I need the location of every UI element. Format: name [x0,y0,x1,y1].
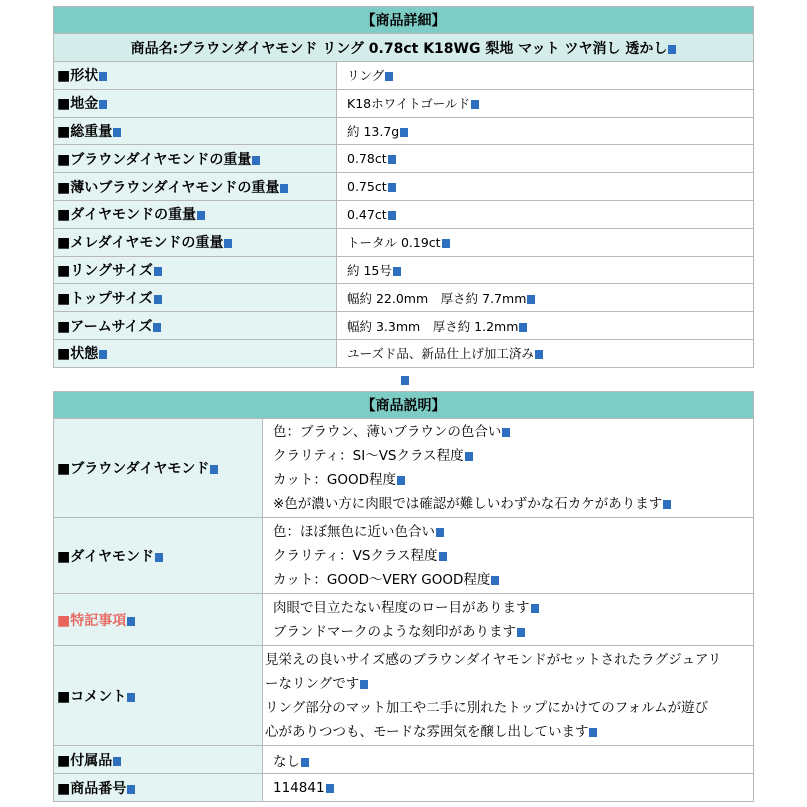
value-brown-diamond-weight: 0.78ct [337,145,754,173]
label-condition: ■状態 [54,339,337,367]
label-accessories: ■付属品 [54,746,263,774]
label-ring-size: ■リングサイズ [54,256,337,284]
return-icon [531,604,539,613]
product-description-table [53,391,754,802]
return-icon [535,350,543,359]
return-icon [668,45,676,54]
return-icon [154,295,162,304]
return-icon [465,452,473,461]
return-icon [400,128,408,137]
return-icon [471,100,479,109]
return-icon [397,476,405,485]
label-top-size: ■トップサイズ [54,284,337,312]
return-icon [127,785,135,794]
product-details-table [53,6,754,368]
return-icon [113,757,121,766]
return-icon [388,155,396,164]
return-icon [127,617,135,626]
value-shape: リング [337,62,754,90]
value-ring-size: 約 15号 [337,256,754,284]
label-brown-diamond-weight: ■ブラウンダイヤモンドの重量 [54,145,337,173]
return-icon [252,156,260,165]
value-arm-size: 幅約 3.3mm 厚さ約 1.2mm [337,312,754,340]
return-icon [113,128,121,137]
label-comment: ■コメント [54,646,263,746]
value-melee-weight: トータル 0.19ct [337,228,754,256]
label-shape: ■形状 [54,62,337,90]
label-special-notes: ■特記事項 [54,594,263,646]
return-icon [155,553,163,562]
value-top-size: 幅約 22.0mm 厚さ約 7.7mm [337,284,754,312]
return-icon [224,239,232,248]
label-brown-diamond: ■ブラウンダイヤモンド [54,419,263,518]
return-icon [527,295,535,304]
return-icon [210,465,218,474]
product-name: 商品名:ブラウンダイヤモンド リング 0.78ct K18WG 梨地 マット ツヤ消し 透かし [54,34,754,62]
return-icon [197,211,205,220]
details-header: 【商品詳細】 [54,7,754,34]
label-product-number: ■商品番号 [54,774,263,802]
return-icon [153,323,161,332]
return-icon [663,500,671,509]
return-icon [436,528,444,537]
label-diamond-weight: ■ダイヤモンドの重量 [54,200,337,228]
return-icon [439,552,447,561]
label-metal: ■地金 [54,89,337,117]
value-product-number: 114841 [263,774,754,802]
label-melee-weight: ■メレダイヤモンドの重量 [54,228,337,256]
label-total-weight: ■総重量 [54,117,337,145]
return-icon [154,267,162,276]
return-icon [127,693,135,702]
value-comment: 見栄えの良いサイズ感のブラウンダイヤモンドがセットされたラグジュアリ ーなリングです リング部分のマット加工や二手に別れたトップにかけてのフォルムが遊び 心がありつつも、モードな雰囲気を醸し出しています [263,646,754,746]
value-total-weight: 約 13.7g [337,117,754,145]
return-icon [388,211,396,220]
return-icon [519,323,527,332]
return-icon [589,728,597,737]
return-icon [491,576,499,585]
return-icon [502,428,510,437]
return-icon [393,267,401,276]
return-icon [517,628,525,637]
return-icon [301,758,309,767]
label-diamond: ■ダイヤモンド [54,518,263,594]
return-icon [442,239,450,248]
value-light-brown-weight: 0.75ct [337,173,754,201]
value-accessories: なし [263,746,754,774]
return-icon [326,784,334,793]
description-header: 【商品説明】 [54,392,754,419]
value-condition: ユーズド品、新品仕上げ加工済み [337,339,754,367]
label-light-brown-weight: ■薄いブラウンダイヤモンドの重量 [54,173,337,201]
return-icon [385,72,393,81]
value-metal: K18ホワイトゴールド [337,89,754,117]
return-icon [388,183,396,192]
value-brown-diamond: 色：ブラウン、薄いブラウンの色合い クラリティ：SI～VSクラス程度 カット：GOOD程度 ※色が濃い方に肉眼では確認が難しいわずかな石カケがあります [263,419,754,518]
return-icon [99,72,107,81]
return-icon [401,376,409,385]
return-icon [280,184,288,193]
return-icon [360,680,368,689]
value-special-notes: 肉眼で目立たない程度のロー目があります ブランドマークのような刻印があります [263,594,754,646]
return-icon [99,100,107,109]
value-diamond-weight: 0.47ct [337,200,754,228]
return-icon [99,350,107,359]
value-diamond: 色：ほぼ無色に近い色合い クラリティ：VSクラス程度 カット：GOOD～VERY GOOD程度 [263,518,754,594]
label-arm-size: ■アームサイズ [54,312,337,340]
